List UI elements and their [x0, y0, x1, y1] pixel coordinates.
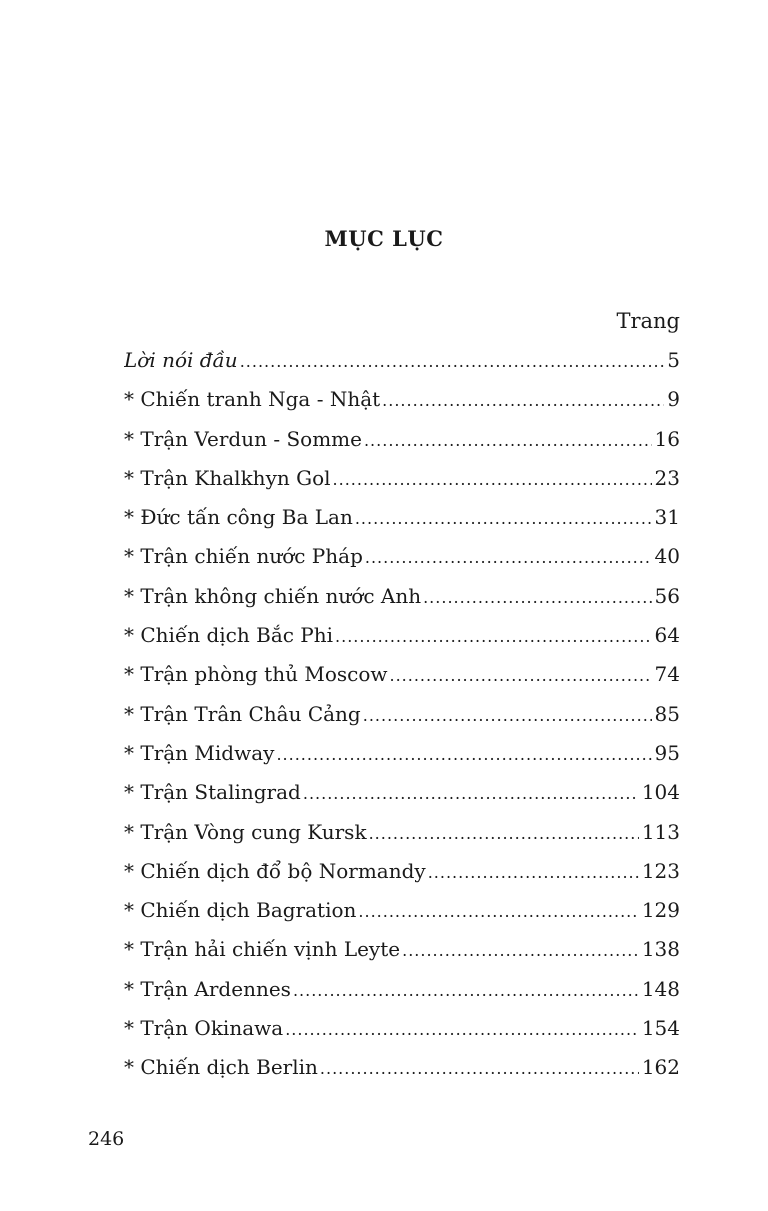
dot-leader: [276, 741, 651, 769]
toc-entry-label: * Trận không chiến nước Anh: [124, 583, 422, 608]
dot-leader: [382, 387, 664, 415]
footer-page-number: 246: [88, 1128, 125, 1150]
toc-entry-page-number: 40: [654, 544, 680, 569]
toc-entry-page-number: 64: [654, 623, 680, 648]
toc-entry-page-number: 113: [641, 819, 680, 844]
toc-entry[interactable]: [124, 503, 680, 542]
dot-leader: [423, 584, 651, 612]
toc-entry-page-number: 148: [641, 976, 680, 1001]
dot-leader: [358, 898, 638, 926]
page-title: MỤC LỤC: [324, 226, 444, 251]
toc-entry-page-number: 74: [654, 662, 680, 687]
toc-entry[interactable]: [124, 542, 680, 581]
toc-entry-label: * Trận Khalkhyn Gol: [124, 465, 331, 490]
toc-entry[interactable]: [124, 1014, 680, 1053]
toc-entry-page-number: 85: [654, 701, 680, 726]
dot-leader: [285, 1016, 639, 1044]
toc-entry[interactable]: [124, 778, 680, 817]
dot-leader: [363, 702, 652, 730]
toc-entry-label: * Trận Trân Châu Cảng: [124, 701, 361, 726]
toc-entry[interactable]: [124, 346, 680, 385]
toc-entry-page-number: 23: [654, 465, 680, 490]
toc-entry[interactable]: [124, 818, 680, 857]
toc-entry-label: * Trận Stalingrad: [124, 780, 301, 805]
toc-entry-page-number: 138: [641, 937, 680, 962]
toc-entry-page-number: 123: [641, 858, 680, 883]
dot-leader: [428, 859, 639, 887]
toc-entry[interactable]: [124, 896, 680, 935]
toc-entry-label: * Trận chiến nước Pháp: [124, 544, 363, 569]
toc-entry[interactable]: [124, 621, 680, 660]
dot-leader: [320, 1055, 639, 1083]
page-column-header: Trang: [616, 309, 680, 333]
toc-entry-page-number: 95: [654, 740, 680, 765]
toc-entry-page-number: 129: [641, 898, 680, 923]
toc-entry-label: * Chiến dịch Bagration: [124, 898, 357, 923]
toc-entry[interactable]: [124, 975, 680, 1014]
dot-leader: [303, 780, 639, 808]
dot-leader: [355, 505, 652, 533]
dot-leader: [364, 427, 652, 455]
toc-entry-label: * Trận hải chiến vịnh Leyte: [124, 937, 401, 962]
toc-entry-label: * Trận Midway: [124, 740, 275, 765]
toc-entry-page-number: 162: [641, 1055, 680, 1080]
dot-leader: [390, 662, 652, 690]
toc-entry-label: * Chiến dịch Bắc Phi: [124, 623, 334, 648]
table-of-contents: [124, 346, 680, 1093]
toc-entry-label: * Chiến tranh Nga - Nhật: [124, 387, 381, 412]
dot-leader: [335, 623, 652, 651]
toc-entry[interactable]: [124, 425, 680, 464]
dot-leader: [369, 820, 639, 848]
toc-entry-page-number: 5: [667, 348, 680, 372]
toc-entry[interactable]: [124, 1053, 680, 1092]
dot-leader: [333, 466, 652, 494]
toc-entry[interactable]: [124, 660, 680, 699]
toc-entry-page-number: 104: [641, 780, 680, 805]
toc-entry[interactable]: [124, 857, 680, 896]
toc-entry-label: * Chiến dịch đổ bộ Normandy: [124, 858, 426, 883]
toc-entry[interactable]: [124, 464, 680, 503]
toc-entry-page-number: 9: [667, 387, 680, 412]
toc-entry-label: * Trận Verdun - Somme: [124, 426, 362, 451]
dot-leader: [240, 348, 665, 376]
toc-entry-label: Lời nói đầu: [124, 348, 238, 372]
dot-leader: [365, 544, 652, 572]
dot-leader: [293, 977, 639, 1005]
toc-entry-label: * Trận Okinawa: [124, 1016, 284, 1041]
toc-entry-label: * Trận phòng thủ Moscow: [124, 662, 388, 687]
toc-entry[interactable]: [124, 700, 680, 739]
toc-entry[interactable]: [124, 385, 680, 424]
toc-entry[interactable]: [124, 739, 680, 778]
toc-entry-page-number: 16: [654, 426, 680, 451]
toc-entry-page-number: 154: [641, 1016, 680, 1041]
toc-entry[interactable]: [124, 582, 680, 621]
dot-leader: [402, 937, 639, 965]
toc-entry-page-number: 56: [654, 583, 680, 608]
toc-entry-page-number: 31: [654, 505, 680, 530]
toc-entry-label: * Đức tấn công Ba Lan: [124, 505, 353, 530]
toc-entry-label: * Trận Vòng cung Kursk: [124, 819, 367, 844]
toc-entry-label: * Trận Ardennes: [124, 976, 291, 1001]
toc-entry-label: * Chiến dịch Berlin: [124, 1055, 318, 1080]
toc-entry[interactable]: [124, 935, 680, 974]
